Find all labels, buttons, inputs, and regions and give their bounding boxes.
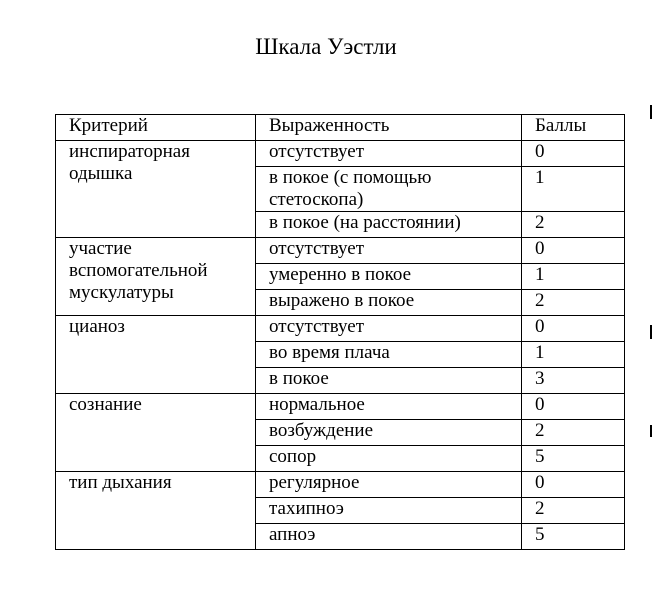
- score-cell: 1: [522, 167, 625, 212]
- criterion-cell: участие вспомогательной мускулатуры: [56, 238, 256, 316]
- score-cell: 2: [522, 498, 625, 524]
- header-row: [56, 115, 625, 141]
- severity-cell: в покое (на расстоянии): [256, 212, 522, 238]
- table-row: [56, 472, 625, 498]
- severity-cell: отсутствует: [256, 141, 522, 167]
- severity-cell: апноэ: [256, 524, 522, 550]
- score-cell: 0: [522, 238, 625, 264]
- header-criterion: Критерий: [56, 115, 256, 141]
- criterion-cell: тип дыхания: [56, 472, 256, 550]
- severity-cell: выражено в покое: [256, 290, 522, 316]
- severity-cell: регулярное: [256, 472, 522, 498]
- table-row: [56, 316, 625, 342]
- westley-scale-table: [55, 114, 625, 550]
- score-cell: 3: [522, 368, 625, 394]
- score-cell: 5: [522, 524, 625, 550]
- score-cell: 0: [522, 141, 625, 167]
- table-body: [56, 141, 625, 550]
- score-cell: 2: [522, 212, 625, 238]
- severity-cell: тахипноэ: [256, 498, 522, 524]
- score-cell: 0: [522, 472, 625, 498]
- page-title: Шкала Уэстли: [255, 34, 397, 59]
- score-cell: 1: [522, 342, 625, 368]
- table-row: [56, 141, 625, 167]
- severity-cell: во время плача: [256, 342, 522, 368]
- severity-cell: сопор: [256, 446, 522, 472]
- criterion-cell: сознание: [56, 394, 256, 472]
- severity-cell: в покое (с помощью стетоскопа): [256, 167, 522, 212]
- severity-cell: отсутствует: [256, 316, 522, 342]
- score-cell: 1: [522, 264, 625, 290]
- header-severity: Выраженность: [256, 115, 522, 141]
- criterion-cell: цианоз: [56, 316, 256, 394]
- score-cell: 5: [522, 446, 625, 472]
- criterion-cell: инспираторная одышка: [56, 141, 256, 238]
- table-row: [56, 394, 625, 420]
- severity-cell: в покое: [256, 368, 522, 394]
- severity-cell: умеренно в покое: [256, 264, 522, 290]
- table-row: [56, 238, 625, 264]
- severity-cell: нормальное: [256, 394, 522, 420]
- score-cell: 2: [522, 290, 625, 316]
- severity-cell: возбуждение: [256, 420, 522, 446]
- score-cell: 0: [522, 316, 625, 342]
- score-cell: 2: [522, 420, 625, 446]
- severity-cell: отсутствует: [256, 238, 522, 264]
- header-points: Баллы: [522, 115, 625, 141]
- score-cell: 0: [522, 394, 625, 420]
